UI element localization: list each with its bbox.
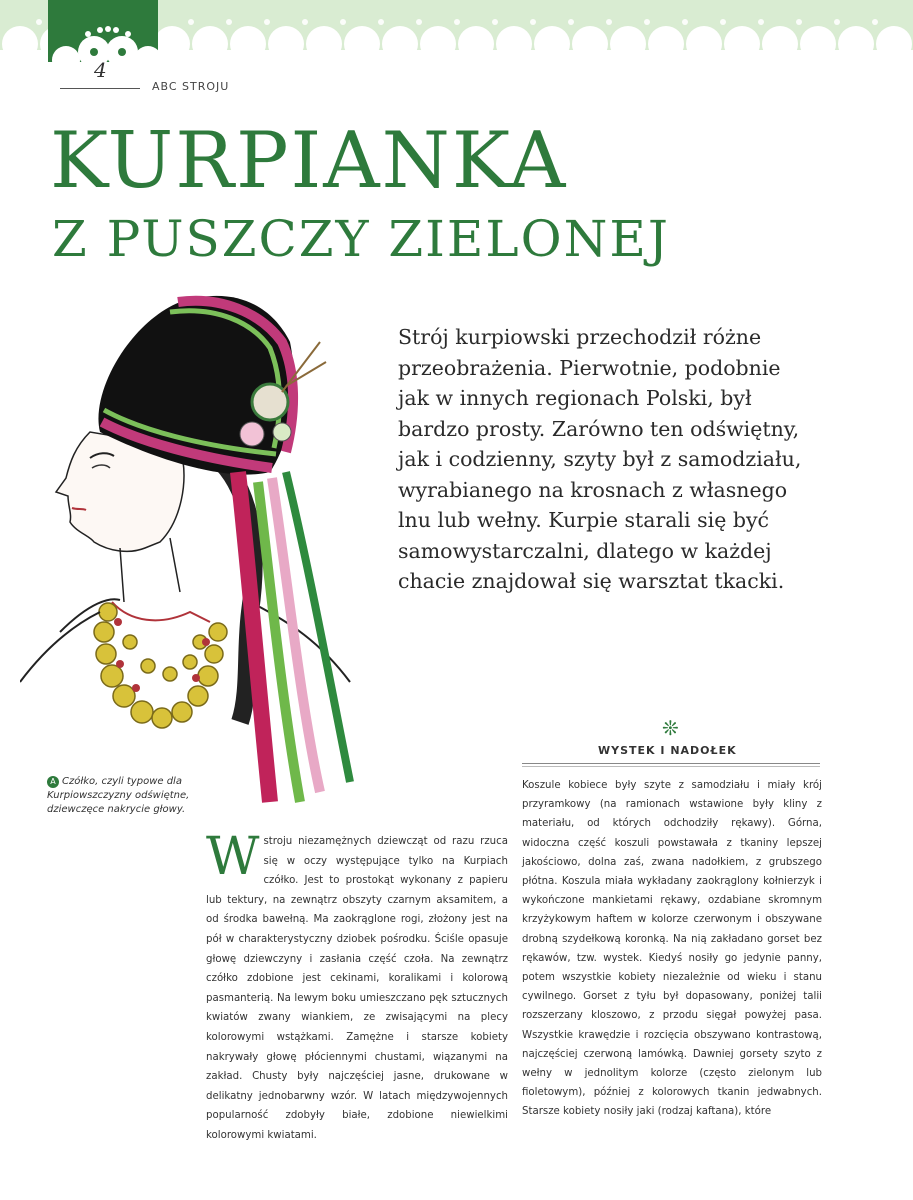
sidebar-rule-secondary <box>522 766 820 767</box>
tab-lace <box>48 0 158 62</box>
page-title: KURPIANKA <box>50 116 568 206</box>
caption-badge: A <box>47 776 59 788</box>
ornament-icon: ❊ <box>662 716 679 740</box>
sidebar-body: Koszule kobiece były szyte z samodziału i miały krój przyramkowy (na ramionach wstawione były kliny z materiału, od których odchodziły rękawy). Górna, widoczna część koszuli powstawała z tkaniny lepszej jakościowo, dolna zaś, zwana nadołkiem, z grubszego płótna. Koszula miała wykładany zaokrąglony kołnierzyk i wykończone mankietami rękawy, ozdabiane skromnym krzyżykowym haftem w kolorze czerwonym i obszywane drobną szydełkową koronką. Na nią zakładano gorset bez rękawów, tzw. wystek. Kiedyś nosiły go jedynie panny, potem wszystkie kobiety niezależnie od wieku i stanu cywilnego. Gorset z tyłu był dopasowany, poniżej talii rozszerzany kloszowo, z przodu sięgał powyżej pasa. Wszystkie krawędzie i rozcięcia obszywano kontrastową, najczęściej czerwoną lamówką. Dawniej gorsety szyto z wełny w jednolitym kolorze (często zielonym lub fioletowym), później z kolorowych tkanin jedwabnych. Starsze kobiety nosiły jaki (rodzaj kaftana), które <box>522 780 822 1118</box>
caption-text: Czółko, czyli typowe dla Kurpiowszczyzny odświętne, dziewczęce nakrycie głowy. <box>47 776 190 815</box>
page-subtitle: Z PUSZCZY ZIELONEJ <box>52 210 670 268</box>
article-body <box>206 827 508 1146</box>
sidebar-heading: WYSTEK I NADOŁEK <box>598 744 737 757</box>
article-text: stroju niezamężnych dziewcząt od razu rzuca się w oczy występujące tylko na Kurpiach czółko. Jest to prostokąt wykonany z papieru lub tektury, na zewnątrz obszyty czarnym aksamitem, a od środka bawełną. Ma zaokrąglone rogi, złożony jest na pół w charakterystyczny dziobek pośrodku. Ściśle opasuje głowę dziewczyny i zasłania część czoła. Na zewnątrz czółko zdobione jest cekinami, koralikami i kolorową pasmanterią. Na lewym boku umieszczano pęk sztucznych kwiatów zwany wiankiem, ze zwisającymi na plecy kolorowymi wstążkami. Zamężne i starsze kobiety nakrywały głowę płóciennymi chustami, wiązanymi na zakład. Chusty były najczęściej jasne, drukowane w delikatny jednobarwny wzór. W latach międzywojennych popularność zdobyły białe, zdobione niewielkimi kolorowymi kwiatami. <box>206 836 508 1141</box>
section-label: ABC STROJU <box>152 80 230 93</box>
sidebar-rule <box>522 763 820 764</box>
header-rule <box>60 88 140 89</box>
intro-paragraph: Strój kurpiowski przechodził różne przeobrażenia. Pierwotnie, podobnie jak w innych regionach Polski, był bardzo prosty. Zarówno ten odświętny, jak i codzienny, szyty był z samodziału, wyrabianego na krosnach z własnego lnu lub wełny. Kurpie starali się być samowystarczalni, dlatego w każdej chacie znajdował się warsztat tkacki. <box>398 325 802 593</box>
drop-cap: W <box>206 827 260 887</box>
page-number: 4 <box>94 58 107 82</box>
page-tab <box>48 0 158 62</box>
kurpianka-illustration <box>20 282 380 826</box>
illustration-caption <box>47 775 197 817</box>
